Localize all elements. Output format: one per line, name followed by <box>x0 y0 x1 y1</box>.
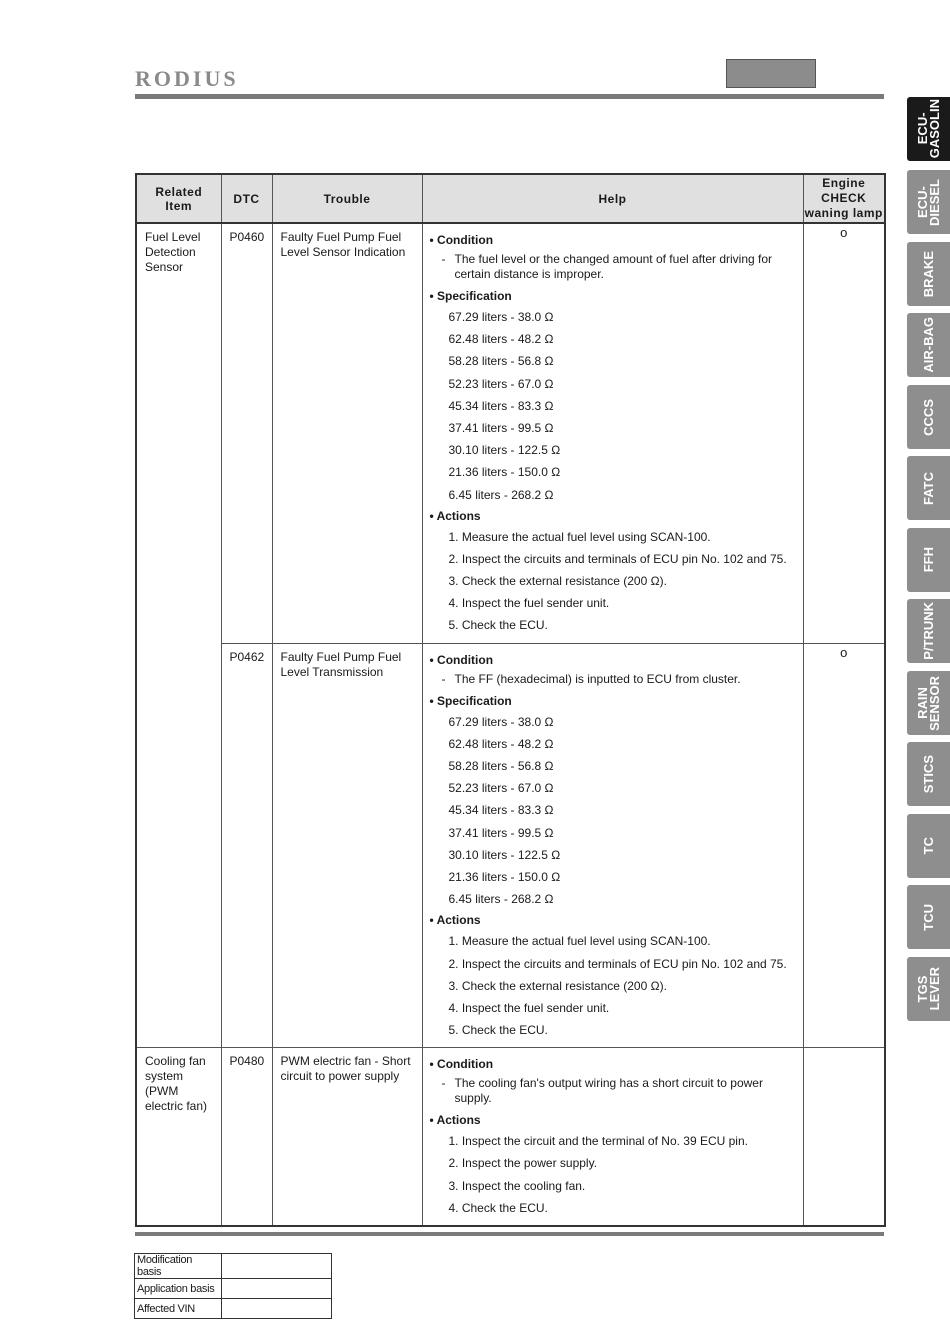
table-row <box>136 223 885 643</box>
tab-fatc[interactable] <box>907 456 950 520</box>
help-cell <box>422 643 803 1048</box>
tab-tcu[interactable] <box>907 885 950 949</box>
header-trouble: Trouble <box>272 174 422 223</box>
action-line: 3. Inspect the cooling fan. <box>448 1178 586 1193</box>
tab-tgs-lever[interactable] <box>907 957 950 1021</box>
tab-label: CCCS <box>920 398 936 436</box>
condition-text: The cooling fan's output wiring has a short circuit to power supply. <box>454 1076 763 1106</box>
spec-line: 37.41 liters - 99.5 Ω <box>448 420 554 435</box>
condition-title: • Condition <box>430 230 797 250</box>
table-header-row <box>136 174 885 223</box>
tab-tc[interactable] <box>907 814 950 878</box>
header-help: Help <box>422 174 803 223</box>
action-line: 4. Inspect the fuel sender unit. <box>448 596 610 611</box>
spec-line: 37.41 liters - 99.5 Ω <box>448 825 554 840</box>
actions-title: • Actions <box>430 506 797 526</box>
action-line: 2. Inspect the circuits and terminals of ECU pin No. 102 and 75. <box>448 551 787 566</box>
affected-vin-value <box>222 1299 332 1319</box>
condition-text: The FF (hexadecimal) is inputted to ECU from cluster. <box>454 671 741 686</box>
brand-logo: RODIUS <box>135 66 239 91</box>
tab-label: TC <box>920 837 936 855</box>
dtc-table <box>135 173 886 1227</box>
condition-text: The fuel level or the changed amount of fuel after driving for certain distance is improper. <box>454 252 773 281</box>
revision-box <box>134 1253 332 1319</box>
spec-line: 30.10 liters - 122.5 Ω <box>448 847 561 862</box>
action-line: 4. Check the ECU. <box>448 1200 548 1215</box>
tab-ecu-gasolin[interactable] <box>907 97 950 161</box>
header-rule <box>135 94 884 99</box>
warning-lamp-mark <box>803 1048 885 1226</box>
trouble-text: Faulty Fuel Pump Fuel Level Sensor Indication <box>272 223 422 643</box>
specification-title: • Specification <box>430 691 797 711</box>
specification-title: • Specification <box>430 286 797 306</box>
spec-line: 6.45 liters - 268.2 Ω <box>448 487 554 502</box>
spec-line: 45.34 liters - 83.3 Ω <box>448 398 554 413</box>
application-basis-label: Application basis <box>135 1279 222 1299</box>
header-dtc: DTC <box>221 174 272 223</box>
condition-item: - The FF (hexadecimal) is inputted to ECU from cluster. <box>441 671 741 686</box>
tab-label: P/TRUNK <box>920 602 936 660</box>
warning-lamp-mark: o <box>803 223 885 643</box>
tab-ecu-diesel[interactable] <box>907 170 950 234</box>
condition-title: • Condition <box>430 650 797 670</box>
tab-brake[interactable] <box>907 242 950 306</box>
action-line: 1. Measure the actual fuel level using SCAN-100. <box>448 934 711 949</box>
spec-line: 6.45 liters - 268.2 Ω <box>448 892 554 907</box>
spec-line: 58.28 liters - 56.8 Ω <box>448 354 554 369</box>
tab-stics[interactable] <box>907 742 950 806</box>
tab-label: AIR-BAG <box>920 317 936 373</box>
action-line: 5. Check the ECU. <box>448 618 548 633</box>
affected-vin-label: Affected VIN <box>135 1299 222 1319</box>
spec-line: 62.48 liters - 48.2 Ω <box>448 332 554 347</box>
footer-rule <box>135 1232 884 1236</box>
modification-basis-label: Modification basis <box>135 1254 222 1279</box>
actions-title: • Actions <box>430 910 797 930</box>
header-page-box <box>726 59 816 88</box>
dtc-code: P0480 <box>221 1048 272 1226</box>
tab-rain-sensor[interactable] <box>907 671 950 735</box>
tab-label: ECU- GASOLIN <box>914 99 942 159</box>
header-warning-lamp: Engine CHECK waning lamp <box>803 174 885 223</box>
action-line: 3. Check the external resistance (200 Ω). <box>448 978 667 993</box>
spec-line: 52.23 liters - 67.0 Ω <box>448 781 554 796</box>
action-line: 2. Inspect the power supply. <box>448 1156 598 1171</box>
tab-label: BRAKE <box>920 250 936 298</box>
spec-line: 67.29 liters - 38.0 Ω <box>448 310 554 324</box>
action-line: 4. Inspect the fuel sender unit. <box>448 1000 610 1015</box>
action-line: 3. Check the external resistance (200 Ω). <box>448 574 667 589</box>
condition-item: - The fuel level or the changed amount of fuel after driving for certain distance is improper. <box>430 252 797 282</box>
actions-title: • Actions <box>430 1110 797 1130</box>
tab-label: STICS <box>920 754 936 794</box>
tab-label: TCU <box>920 903 936 931</box>
spec-line: 21.36 liters - 150.0 Ω <box>448 465 561 480</box>
spec-line: 67.29 liters - 38.0 Ω <box>448 714 554 729</box>
spec-line: 45.34 liters - 83.3 Ω <box>448 803 554 818</box>
tab-label: ECU- DIESEL <box>914 178 942 226</box>
condition-item: - The cooling fan's output wiring has a short circuit to power supply. <box>430 1076 797 1106</box>
related-item-cell: Fuel Level Detection Sensor <box>136 223 221 1048</box>
help-cell <box>422 223 803 643</box>
dtc-code: P0462 <box>221 643 272 1048</box>
tab-label: FATC <box>920 471 936 505</box>
tab-label: TGS LEVER <box>914 967 942 1011</box>
help-cell <box>422 1048 803 1226</box>
revision-row <box>135 1299 332 1319</box>
tab-p-trunk[interactable] <box>907 599 950 663</box>
action-line: 1. Inspect the circuit and the terminal of No. 39 ECU pin. <box>448 1134 748 1149</box>
spec-line: 21.36 liters - 150.0 Ω <box>448 869 561 884</box>
tab-label: RAIN SENSOR <box>914 675 942 731</box>
application-basis-value <box>222 1279 332 1299</box>
trouble-text: Faulty Fuel Pump Fuel Level Transmission <box>272 643 422 1048</box>
trouble-text: PWM electric fan - Short circuit to power supply <box>272 1048 422 1226</box>
table-row <box>136 643 885 1048</box>
tab-label: FFH <box>920 547 936 573</box>
header-related-item: Related Item <box>136 174 221 223</box>
tab-air-bag[interactable] <box>907 313 950 377</box>
related-item-cell: Cooling fan system (PWM electric fan) <box>136 1048 221 1226</box>
tab-ffh[interactable] <box>907 528 950 592</box>
tab-cccs[interactable] <box>907 385 950 449</box>
action-line: 1. Measure the actual fuel level using SCAN-100. <box>448 529 711 544</box>
dtc-code: P0460 <box>221 223 272 643</box>
action-line: 5. Check the ECU. <box>448 1023 548 1038</box>
warning-lamp-mark: o <box>803 643 885 1048</box>
spec-line: 30.10 liters - 122.5 Ω <box>448 443 561 458</box>
spec-line: 52.23 liters - 67.0 Ω <box>448 376 554 391</box>
spec-line: 62.48 liters - 48.2 Ω <box>448 736 554 751</box>
spec-line: 58.28 liters - 56.8 Ω <box>448 759 554 773</box>
condition-title: • Condition <box>430 1054 797 1074</box>
revision-row <box>135 1254 332 1279</box>
modification-basis-value <box>222 1254 332 1279</box>
revision-row <box>135 1279 332 1299</box>
table-row <box>136 1048 885 1226</box>
action-line: 2. Inspect the circuits and terminals of ECU pin No. 102 and 75. <box>448 956 787 971</box>
